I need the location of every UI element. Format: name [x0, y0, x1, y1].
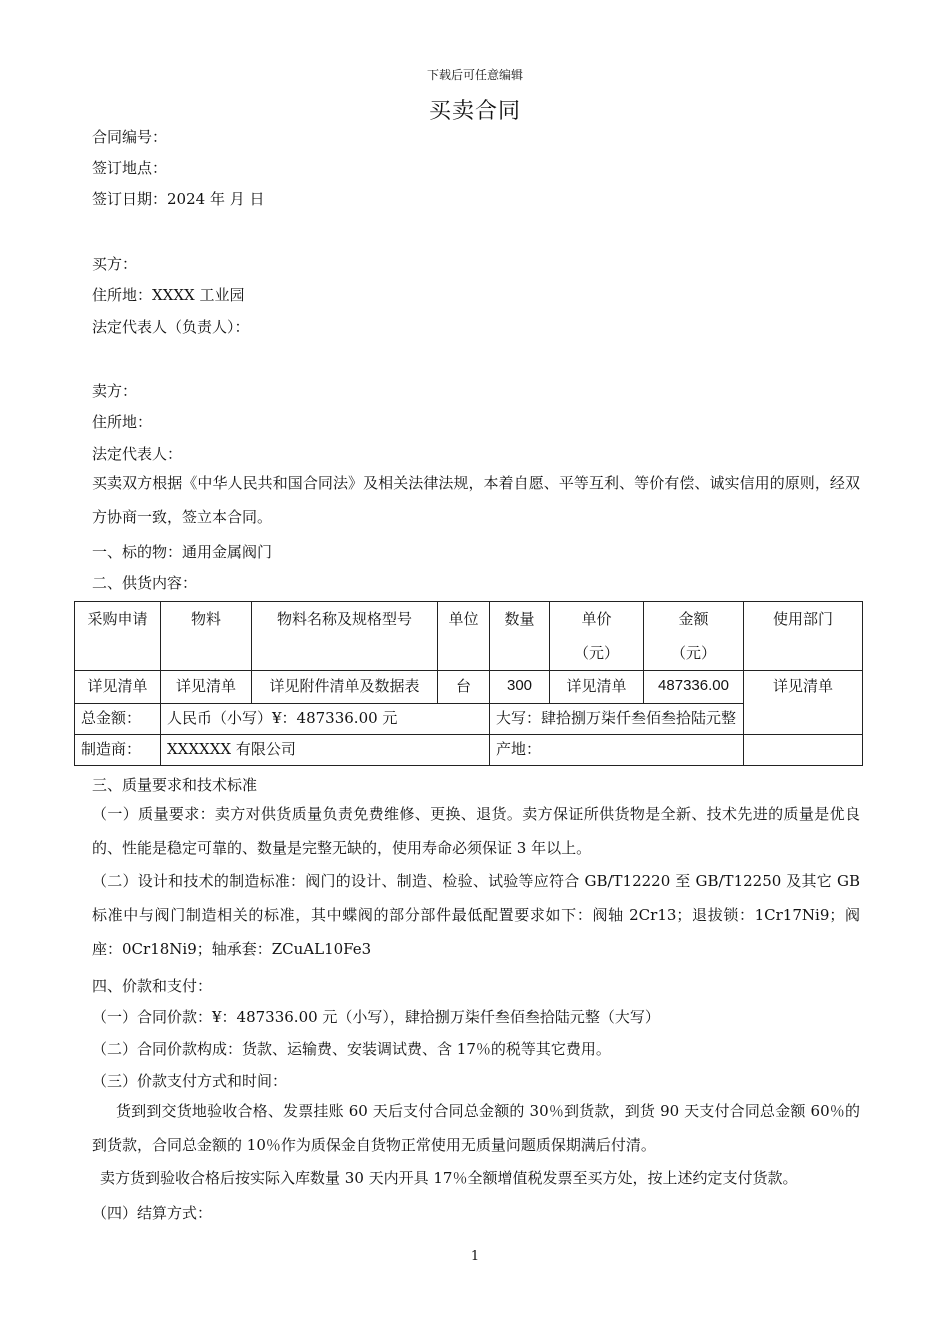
header-cell: 物料 — [161, 602, 252, 671]
table-header-row — [75, 602, 863, 671]
section-quality: 三、质量要求和技术标准 — [92, 776, 258, 794]
table-row — [75, 671, 863, 704]
buyer-label: 买方： — [92, 255, 138, 273]
payment-method: （三）价款支付方式和时间： — [92, 1072, 288, 1090]
page-number: 1 — [470, 1249, 480, 1264]
table-cell: 详见清单 — [550, 671, 644, 704]
header-cell: 金额 （元） — [644, 602, 744, 671]
sign-date: 签订日期：2024 年 月 日 — [92, 190, 265, 208]
section-subject: 一、标的物：通用金属阀门 — [92, 543, 273, 561]
table-cell: 详见清单 — [161, 671, 252, 704]
supply-table — [74, 601, 863, 766]
payment-schedule: 货到到交货地验收合格、发票挂账 60 天后支付合同总金额的 30％到货款，到货 90 天支付合同总金额 60％的到货款，合同总金额的 10％作为质保金自货物正常使用无质量问题质保期满后付清。 — [92, 1102, 860, 1154]
seller-legal-rep: 法定代表人： — [92, 445, 183, 463]
total-big-cell: 大写：肆拾捌万柒仟叁佰叁拾陆元整 — [490, 704, 744, 735]
header-cell: 采购申请 — [75, 602, 161, 671]
header-cell: 单价 （元） — [550, 602, 644, 671]
origin-label-cell: 产地： — [490, 735, 744, 766]
table-cell: 详见附件清单及数据表 — [252, 671, 438, 704]
intro-paragraph: 买卖双方根据《中华人民共和国合同法》及相关法律法规，本着自愿、平等互利、等价有偿、诚实信用的原则，经双方协商一致，签立本合同。 — [92, 474, 860, 526]
payment-composition: （二）合同价款构成：货款、运输费、安装调试费、含 17％的税等其它费用。 — [92, 1040, 611, 1058]
header-cell: 数量 — [490, 602, 550, 671]
section-payment: 四、价款和支付： — [92, 977, 213, 995]
seller-label: 卖方： — [92, 382, 138, 400]
seller-address: 住所地： — [92, 413, 153, 431]
table-cell: 300 — [490, 671, 550, 704]
table-cell: 详见清单 — [744, 671, 863, 735]
table-cell: 详见清单 — [75, 671, 161, 704]
invoice-terms: 卖方货到验收合格后按实际入库数量 30 天内开具 17％全额增值税发票至买方处，按上述约定支付货款。 — [100, 1169, 798, 1187]
total-small-cell: 人民币（小写）¥：487336.00 元 — [161, 704, 490, 735]
section-supply: 二、供货内容： — [92, 574, 198, 592]
table-cell: 台 — [438, 671, 490, 704]
quality-requirement: （一）质量要求：卖方对供货质量负责免费维修、更换、退货。卖方保证所供货物是全新、技术先进的质量是优良的、性能是稳定可靠的、数量是完整无缺的，使用寿命必须保证 3 年以上。 — [92, 805, 860, 857]
header-cell: 使用部门 — [744, 602, 863, 671]
contract-number: 合同编号： — [92, 128, 168, 146]
total-label-cell: 总金额： — [75, 704, 161, 735]
buyer-legal-rep: 法定代表人（负责人）： — [92, 318, 250, 336]
header-cell: 物料名称及规格型号 — [252, 602, 438, 671]
maker-label-cell: 制造商： — [75, 735, 161, 766]
header-note: 下载后可任意编辑 — [426, 68, 523, 82]
technical-standard: （二）设计和技术的制造标准：阀门的设计、制造、检验、试验等应符合 GB/T12220 至 GB/T12250 及其它 GB 标准中与阀门制造相关的标准，其中蝶阀的部分部件最低配置要求如下：阀轴 2Cr13；退拔锁：1Cr17Ni9；阀座：0Cr18Ni9；轴承套：ZCuAL10Fe3 — [92, 872, 860, 958]
empty-cell — [744, 735, 863, 766]
maker-row — [75, 735, 863, 766]
sign-place: 签订地点： — [92, 159, 168, 177]
payment-price: （一）合同价款：¥：487336.00 元（小写），肆拾捌万柒仟叁佰叁拾陆元整（大写） — [92, 1008, 660, 1026]
buyer-address: 住所地：XXXX 工业园 — [92, 286, 245, 304]
contract-title: 买卖合同 — [428, 99, 521, 124]
header-cell: 单位 — [438, 602, 490, 671]
settlement-method: （四）结算方式： — [92, 1204, 213, 1222]
table-cell: 487336.00 — [644, 671, 744, 704]
maker-value-cell: XXXXXX 有限公司 — [161, 735, 490, 766]
